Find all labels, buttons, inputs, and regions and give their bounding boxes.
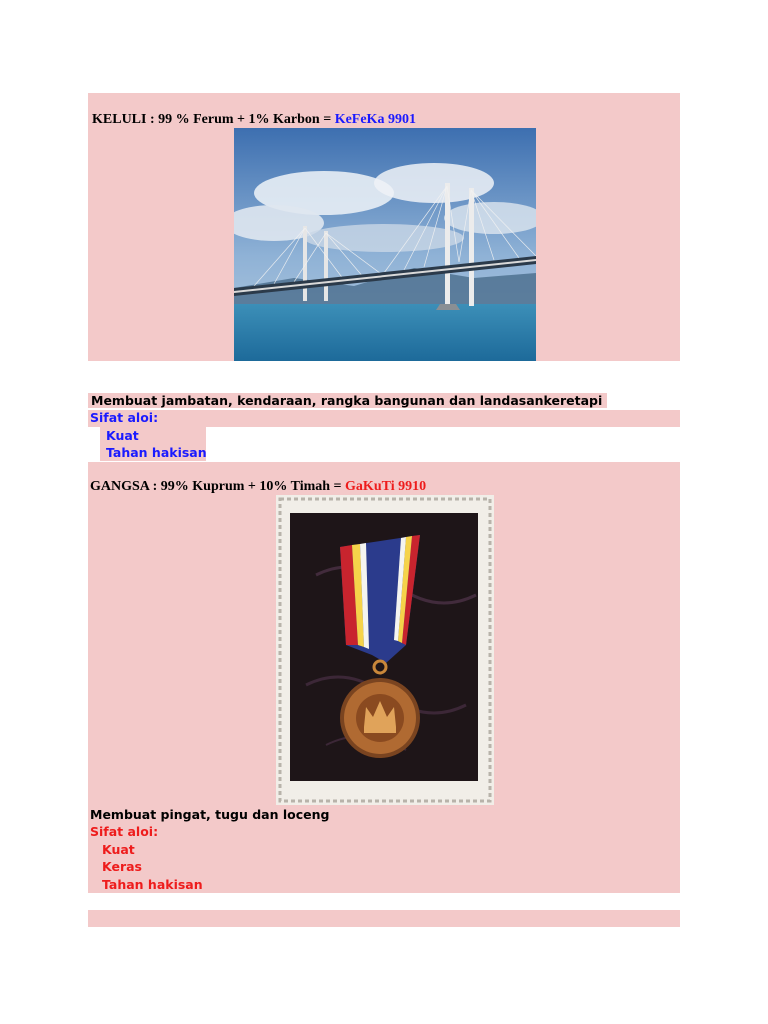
keluli-usage: Membuat jambatan, kendaraan, rangka bangunan dan landasankeretapi bbox=[88, 393, 607, 408]
gangsa-usage: Membuat pingat, tugu dan loceng bbox=[90, 807, 330, 822]
keluli-heading bbox=[92, 112, 416, 128]
bridge-photo bbox=[234, 128, 536, 361]
bridge-illustration bbox=[234, 128, 536, 361]
medal-photo bbox=[276, 495, 494, 805]
gangsa-prop-1: Kuat bbox=[102, 842, 135, 857]
medal-illustration bbox=[276, 495, 494, 805]
gangsa-label: GANGSA : 99% Kuprum + 10% Timah = bbox=[90, 479, 346, 494]
gangsa-prop-3: Tahan hakisan bbox=[102, 877, 203, 892]
gangsa-props-title: Sifat aloi: bbox=[90, 824, 159, 839]
keluli-props-title: Sifat aloi: bbox=[90, 410, 159, 425]
gangsa-heading bbox=[90, 479, 426, 495]
keluli-code: KeFeKa 9901 bbox=[334, 112, 416, 127]
keluli-props-title-bar bbox=[88, 410, 680, 427]
gangsa-code: GaKuTi 9910 bbox=[345, 479, 427, 494]
gangsa-prop-2: Keras bbox=[102, 859, 142, 874]
keluli-label: KELULI : 99 % Ferum + 1% Karbon = bbox=[92, 112, 335, 127]
keluli-prop-1: Kuat bbox=[106, 428, 139, 443]
footer-bar bbox=[88, 910, 680, 927]
keluli-prop-2: Tahan hakisan bbox=[106, 445, 207, 460]
